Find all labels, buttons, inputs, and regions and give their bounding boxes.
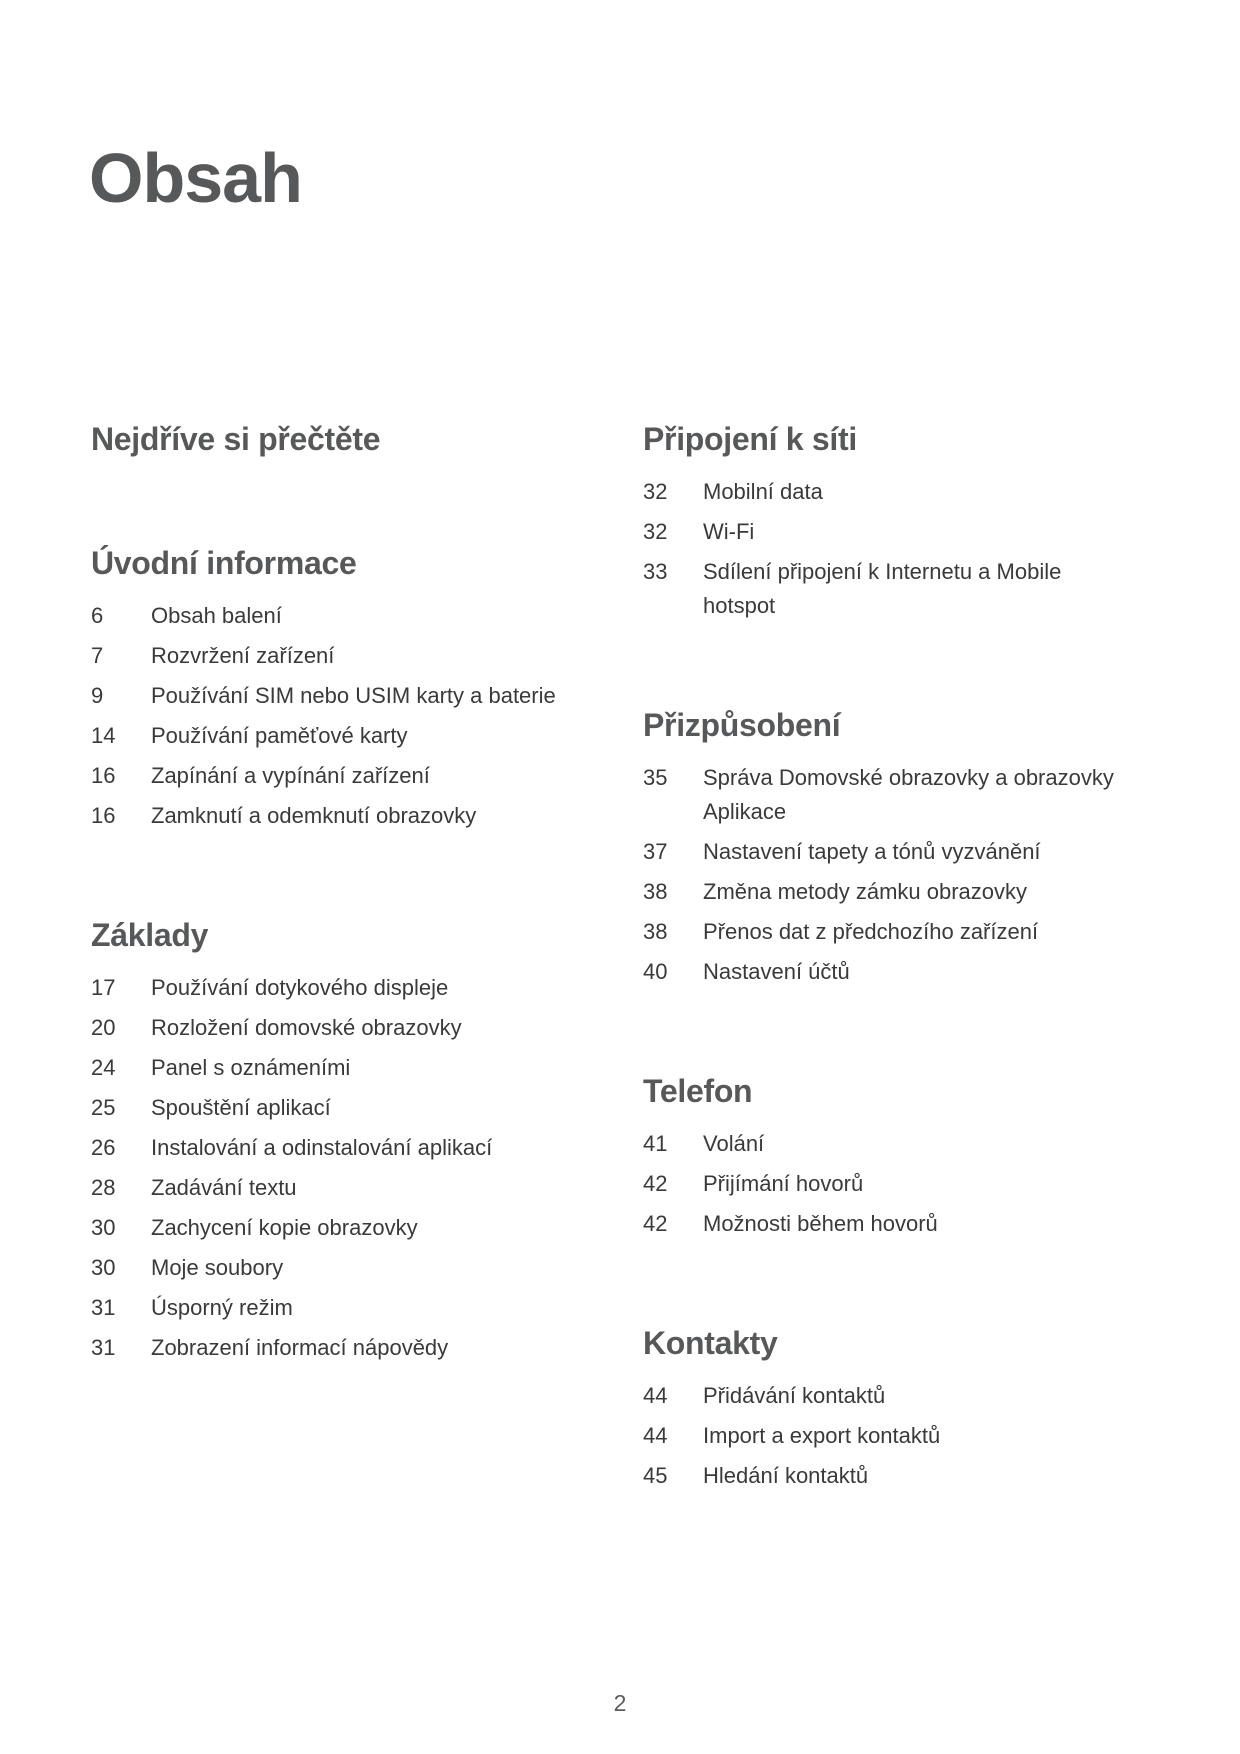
section-read-first xyxy=(91,417,583,461)
toc-entry-page: 33 xyxy=(643,559,668,584)
toc-entry-page: 41 xyxy=(643,1131,668,1156)
toc-entry-label: Přidávání kontaktů xyxy=(703,1383,886,1408)
toc-entry-label: Používání dotykového displeje xyxy=(151,975,449,1000)
toc-entry-page: 35 xyxy=(643,765,668,790)
toc-entry[interactable] xyxy=(643,955,1123,989)
toc-entry-label: Přijímání hovorů xyxy=(703,1171,864,1196)
toc-entry-page: 32 xyxy=(643,519,668,544)
toc-entry[interactable] xyxy=(643,915,1123,949)
toc-entry-page: 17 xyxy=(91,975,116,1000)
toc-entry[interactable] xyxy=(91,1051,583,1085)
toc-entry[interactable] xyxy=(91,1131,583,1165)
toc-entry-page: 25 xyxy=(91,1095,116,1120)
toc-entry-label: Zamknutí a odemknutí obrazovky xyxy=(151,803,477,828)
section-contacts xyxy=(643,1321,1123,1493)
section-heading: Přizpůsobení xyxy=(643,707,841,743)
toc-entry-label: Úsporný režim xyxy=(151,1295,293,1320)
toc-entry-page: 9 xyxy=(91,683,104,708)
toc-entry[interactable] xyxy=(91,679,583,713)
toc-entry-page: 44 xyxy=(643,1423,668,1448)
section-heading: Připojení k síti xyxy=(643,421,857,457)
toc-entry-label: Zobrazení informací nápovědy xyxy=(151,1335,449,1360)
toc-entry[interactable] xyxy=(91,759,583,793)
toc-entry-label: Mobilní data xyxy=(703,479,823,504)
section-getting-started xyxy=(91,541,583,833)
toc-entry[interactable] xyxy=(91,639,583,673)
toc-entry-label: Hledání kontaktů xyxy=(703,1463,869,1488)
toc-entry[interactable] xyxy=(643,761,1123,829)
toc-entry-page: 38 xyxy=(643,879,668,904)
toc-entry[interactable] xyxy=(643,515,1123,549)
toc-entry-label: Zadávání textu xyxy=(151,1175,297,1200)
toc-entry-label: Instalování a odinstalování aplikací xyxy=(151,1135,493,1160)
toc-entry-label: Nastavení účtů xyxy=(703,959,850,984)
page-number: 2 xyxy=(613,1690,627,1716)
toc-entry-page: 31 xyxy=(91,1335,116,1360)
toc-entry[interactable] xyxy=(643,1167,1123,1201)
toc-entry[interactable] xyxy=(91,1251,583,1285)
toc-entry-page: 16 xyxy=(91,803,116,828)
toc-entry-page: 38 xyxy=(643,919,668,944)
toc-entry[interactable] xyxy=(91,599,583,633)
toc-entry-page: 30 xyxy=(91,1215,116,1240)
toc-entry-label: Správa Domovské obrazovky a obrazovky Aplikace xyxy=(703,765,1114,824)
section-personalization xyxy=(643,703,1123,989)
toc-entry-page: 42 xyxy=(643,1211,668,1236)
page-title: Obsah xyxy=(89,139,302,217)
toc-entry-label: Moje soubory xyxy=(151,1255,284,1280)
section-heading: Nejdříve si přečtěte xyxy=(91,421,381,457)
toc-entry[interactable] xyxy=(91,1171,583,1205)
section-heading: Kontakty xyxy=(643,1325,778,1361)
toc-entry[interactable] xyxy=(643,1419,1123,1453)
section-basics xyxy=(91,913,583,1365)
toc-entry[interactable] xyxy=(643,555,1123,623)
toc-entry-label: Panel s oznámeními xyxy=(151,1055,351,1080)
toc-entry-page: 26 xyxy=(91,1135,116,1160)
toc-entry-page: 32 xyxy=(643,479,668,504)
toc-entry-page: 24 xyxy=(91,1055,116,1080)
toc-entry-page: 37 xyxy=(643,839,668,864)
toc-entry-label: Spouštění aplikací xyxy=(151,1095,331,1120)
section-heading: Telefon xyxy=(643,1073,753,1109)
toc-entry-label: Rozložení domovské obrazovky xyxy=(151,1015,462,1040)
toc-entry-page: 6 xyxy=(91,603,104,628)
toc-entry-label: Nastavení tapety a tónů vyzvánění xyxy=(703,839,1041,864)
toc-entry-label: Používání SIM nebo USIM karty a baterie xyxy=(151,683,556,708)
toc-entry-label: Změna metody zámku obrazovky xyxy=(703,879,1028,904)
toc-entry-page: 30 xyxy=(91,1255,116,1280)
toc-entry[interactable] xyxy=(643,1379,1123,1413)
toc-entry[interactable] xyxy=(91,1011,583,1045)
toc-entry-label: Obsah balení xyxy=(151,603,282,628)
toc-entry-label: Přenos dat z předchozího zařízení xyxy=(703,919,1039,944)
toc-entry[interactable] xyxy=(643,835,1123,869)
section-heading: Základy xyxy=(91,917,209,953)
toc-entry-page: 31 xyxy=(91,1295,116,1320)
toc-entry-label: Zachycení kopie obrazovky xyxy=(151,1215,418,1240)
toc-entry-label: Volání xyxy=(703,1131,765,1156)
toc-entry[interactable] xyxy=(91,1211,583,1245)
toc-entry[interactable] xyxy=(91,1331,583,1365)
toc-entry-page: 45 xyxy=(643,1463,668,1488)
toc-entry[interactable] xyxy=(643,875,1123,909)
toc-entry-page: 44 xyxy=(643,1383,668,1408)
toc-entry-label: Import a export kontaktů xyxy=(703,1423,941,1448)
toc-entry-page: 7 xyxy=(91,643,104,668)
section-heading: Úvodní informace xyxy=(91,545,357,581)
toc-entry[interactable] xyxy=(91,1291,583,1325)
toc-entry[interactable] xyxy=(91,719,583,753)
toc-entry[interactable] xyxy=(91,971,583,1005)
toc-entry-page: 14 xyxy=(91,723,116,748)
toc-left-column xyxy=(91,417,583,1371)
toc-entry[interactable] xyxy=(643,1459,1123,1493)
toc-entry[interactable] xyxy=(91,799,583,833)
section-network-connection xyxy=(643,417,1123,623)
toc-entry-page: 16 xyxy=(91,763,116,788)
toc-entry-page: 28 xyxy=(91,1175,116,1200)
toc-entry[interactable] xyxy=(643,475,1123,509)
toc-entry-label: Možnosti během hovorů xyxy=(703,1211,938,1236)
toc-entry-label: Zapínání a vypínání zařízení xyxy=(151,763,430,788)
toc-entry[interactable] xyxy=(643,1207,1123,1241)
toc-right-column xyxy=(643,417,1123,1499)
toc-entry-page: 20 xyxy=(91,1015,116,1040)
toc-entry[interactable] xyxy=(91,1091,583,1125)
toc-entry-label: Wi-Fi xyxy=(703,519,755,544)
section-phone xyxy=(643,1069,1123,1241)
toc-entry-label: Rozvržení zařízení xyxy=(151,643,335,668)
toc-entry-page: 40 xyxy=(643,959,668,984)
toc-entry-label: Používání paměťové karty xyxy=(151,723,408,748)
toc-entry-page: 42 xyxy=(643,1171,668,1196)
toc-entry-label: Sdílení připojení k Internetu a Mobile hotspot xyxy=(703,559,1062,618)
toc-entry[interactable] xyxy=(643,1127,1123,1161)
